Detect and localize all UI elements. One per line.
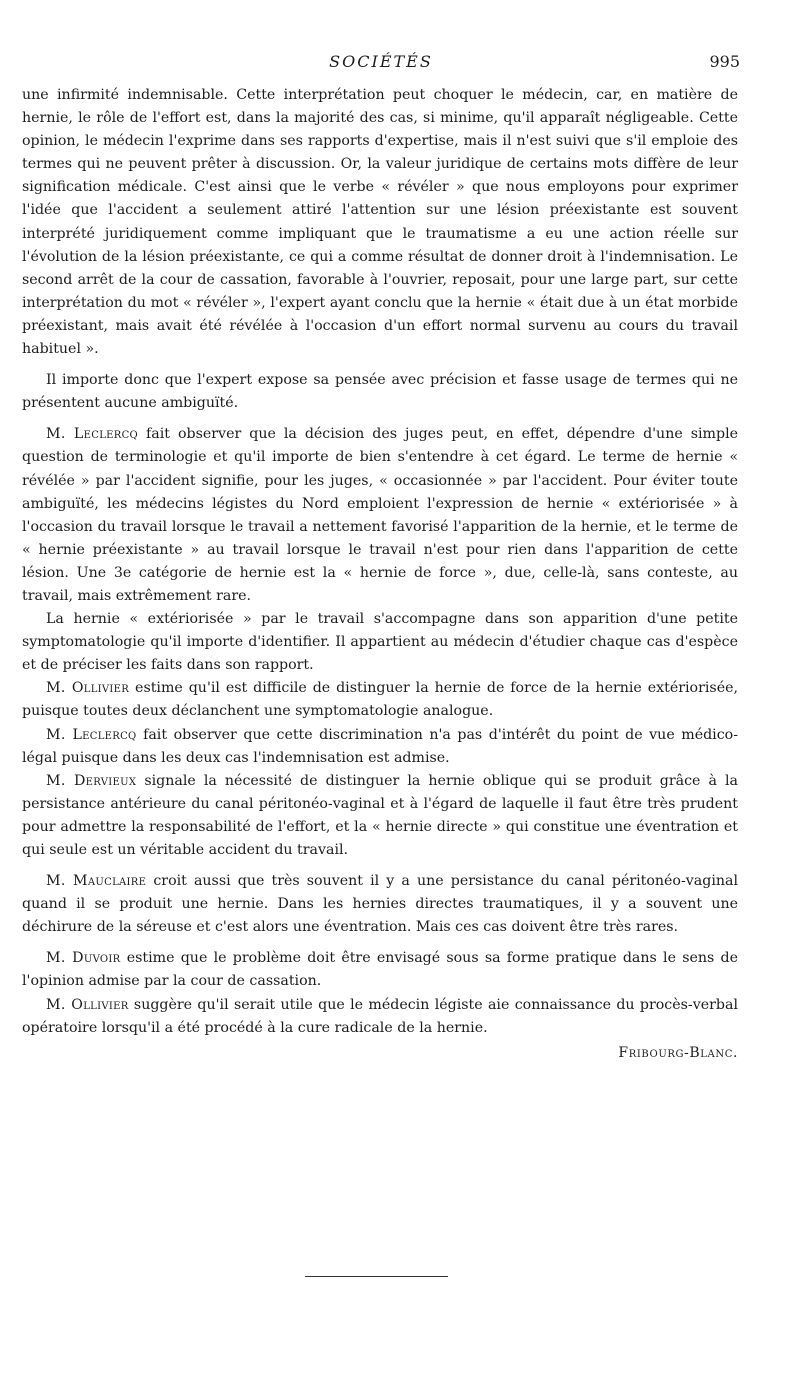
paragraph: Il importe donc que l'expert expose sa pensée avec précision et fasse usage de termes qui ne présentent aucune ambiguïté. <box>22 372 738 412</box>
paragraph-text: suggère qu'il serait utile que le médecin légiste aie connaissance du procès-verbal opératoire lorsqu'il a été procédé à la cure radicale de la hernie. <box>22 996 738 1036</box>
speaker-name: M. Dervieux <box>46 772 137 789</box>
paragraph <box>22 724 738 770</box>
paragraph <box>22 994 738 1040</box>
paragraph <box>22 870 738 939</box>
speaker-name: M. Ollivier <box>46 680 130 697</box>
end-rule-divider <box>305 1276 448 1277</box>
paragraph-text: estime qu'il est difficile de distinguer la hernie de force de la hernie extériorisée, puisque toutes deux déclanchent une symptomatologie analogue. <box>22 680 738 720</box>
speaker-name: M. Ollivier <box>46 996 129 1013</box>
paragraph-text: croit aussi que très souvent il y a une persistance du canal péritonéo-vaginal quand il se produit une hernie. Dans les hernies directes traumatiques, il y a souvent une déchirure de la séreuse et c'est alors une éventration. Mais ces cas doivent être très rares. <box>22 873 738 936</box>
paragraph <box>22 677 738 723</box>
article-body <box>22 84 738 1065</box>
paragraph-text: signale la nécessité de distinguer la hernie oblique qui se produit grâce à la persistance antérieure du canal péritonéo-vaginal et à l'égard de laquelle il faut être très prudent pour admettre la responsabilité de l'effort, et la « hernie directe » qui constitue une éventration et qui seule est un véritable accident du travail. <box>22 772 739 858</box>
paragraph-text: fait observer que la décision des juges peut, en effet, dépendre d'une simple question de terminologie et qu'il importe de bien s'entendre à cet égard. Le terme de hernie « révélée » par l'accident signifie, pour les juges, « occasionnée » par l'accident. Pour éviter toute ambiguïté, les médecins légistes du Nord emploient l'expression de hernie « extériorisée » à l'occasion du travail lorsque le travail a nettement favorisé l'apparition de la hernie, et le terme de « hernie préexistante » au travail lorsque le travail n'est pour rien dans l'apparition de cette lésion. Une 3e catégorie de hernie est la « hernie de force », due, celle-là, sans conteste, au travail, mais extrêmement rare. <box>22 426 739 604</box>
paragraph-text: fait observer que cette discrimination n'a pas d'intérêt du point de vue médico-légal puisque dans les deux cas l'indemnisation est admise. <box>22 726 738 766</box>
speaker-name: M. Mauclaire <box>46 873 147 890</box>
page-header <box>22 52 740 78</box>
paragraph <box>22 770 738 862</box>
speaker-name: M. Leclercq <box>46 726 137 743</box>
page-number: 995 <box>709 52 740 71</box>
paragraph-text: estime que le problème doit être envisagé sous sa forme pratique dans le sens de l'opinion admise par la cour de cassation. <box>22 950 738 990</box>
running-title: SOCIÉTÉS <box>329 52 433 71</box>
paragraph: La hernie « extériorisée » par le travail s'accompagne dans son apparition d'une petite symptomatologie qu'il importe d'identifier. Il appartient au médecin d'étudier chaque cas d'espèce et de préciser les faits dans son rapport. <box>22 611 738 674</box>
speaker-name: M. Leclercq <box>46 426 139 443</box>
paragraph: une infirmité indemnisable. Cette interprétation peut choquer le médecin, car, en matière de hernie, le rôle de l'effort est, dans la majorité des cas, si minime, qu'il apparaît négligeable. Cette opinion, le médecin l'exprime dans ses rapports d'expertise, mais il n'est suivi que s'il emploie des termes qui ne peuvent prêter à discussion. Or, la valeur juridique de certains mots diffère de leur signification médicale. C'est ainsi que le verbe « révéler » que nous employons pour exprimer l'idée que l'accident a seulement attiré l'attention sur une lésion préexistante est souvent interprété juridiquement comme impliquant que le traumatisme a eu une action réelle sur l'évolution de la lésion préexistante, ce qui a comme résultat de donner droit à l'indemnisation. Le second arrêt de la cour de cassation, favorable à l'ouvrier, reposait, pour une large part, sur cette interprétation du mot « révéler », l'expert ayant conclu que la hernie « était due à un état morbide préexistant, mais avait été révélée à l'occasion d'un effort normal survenu au cours du travail habituel ». <box>22 87 738 358</box>
speaker-name: M. Duvoir <box>46 950 121 967</box>
paragraph <box>22 423 738 608</box>
paragraph <box>22 947 738 993</box>
author-signature: Fribourg-Blanc. <box>618 1044 738 1061</box>
